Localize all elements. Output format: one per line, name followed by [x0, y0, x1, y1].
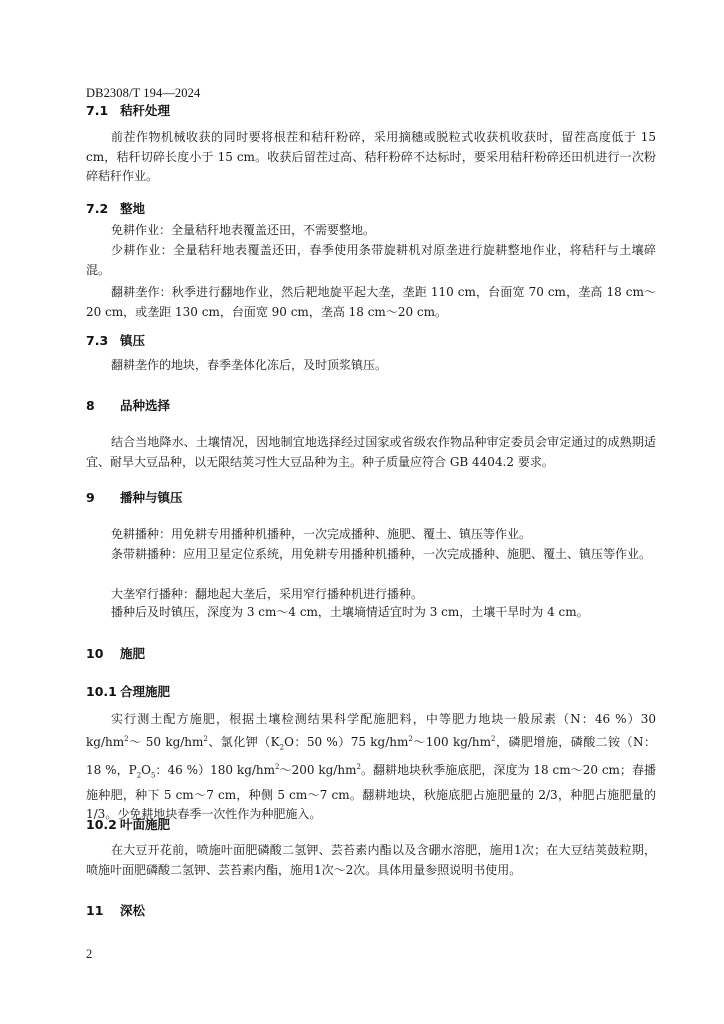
section-number: 7.2: [86, 201, 109, 216]
section-title: 合理施肥: [120, 684, 171, 699]
paragraph-7-3: 翻耕垄作的地块，春季垄体化冻后，及时顶浆镇压。: [111, 358, 388, 372]
section-number: 11: [86, 903, 104, 918]
text-run: ：46 %）180 kg/hm: [155, 762, 276, 777]
section-title: 品种选择: [120, 398, 171, 413]
superscript: 2: [275, 762, 280, 771]
paragraph-9-compaction: 播种后及时镇压，深度为 3 cm～4 cm，土壤墒情适宜时为 3 cm，土壤干旱时为 4 cm。: [111, 605, 589, 619]
document-id: DB2308/T 194—2024: [86, 86, 201, 100]
section-number: 10: [86, 646, 104, 661]
section-heading-10-1: [86, 682, 656, 700]
section-heading-11: [86, 901, 656, 919]
section-heading-7-2: [86, 199, 656, 217]
section-title: 整地: [120, 201, 146, 216]
text-run: ～100 kg/hm: [412, 734, 492, 749]
section-title: 叶面施肥: [120, 817, 171, 832]
section-number: 10.1: [86, 684, 117, 699]
paragraph-9-wide-ridge: 大垄窄行播种：翻地起大垄后，采用窄行播种机进行播种。: [111, 587, 424, 601]
text-run: O: [141, 762, 151, 777]
paragraph-7-2-ridge: 翻耕垄作：秋季进行翻地作业，然后耙地旋平起大垄，垄距 110 cm，台面宽 70 cm，垄高 18 cm～20 cm，或垄距 130 cm，台面宽 90 cm，垄高 18 cm～20 cm。: [86, 285, 656, 319]
section-number: 8: [86, 398, 95, 413]
section-number: 9: [86, 490, 95, 505]
text-run: O：50 %）75 kg/hm: [284, 734, 409, 749]
section-heading-7-1: [86, 101, 656, 119]
text-run: ～200 kg/hm: [279, 762, 357, 777]
section-title: 深松: [120, 903, 146, 918]
subscript: 2: [279, 742, 285, 751]
text-run: 实行测土配方施肥，根据土壤检测结果科学配施肥料，中等肥力地块一般尿素（N：46 %）30 kg/hm: [86, 712, 656, 749]
text-run: ，磷肥增施，磷酸二铵（N：18 %，P: [86, 734, 656, 777]
text-run: ～ 50 kg/hm: [128, 734, 204, 749]
paragraph-9-strip-till: 条带耕播种：应用卫星定位系统，用免耕专用播种机播种，一次完成播种、施肥、覆土、镇压等作业。: [111, 547, 652, 561]
superscript: 2: [356, 762, 361, 771]
section-heading-8: [86, 396, 656, 414]
paragraph-7-2-min-till: 少耕作业：全量秸秆地表覆盖还田，春季使用条带旋耕机对原垄进行旋耕整地作业，将秸秆与土壤碎混。: [86, 243, 656, 277]
superscript: 2: [124, 734, 129, 743]
page-number: 2: [86, 947, 93, 961]
section-title: 秸秆处理: [120, 103, 171, 118]
text-run: 、氯化钾（K: [207, 734, 280, 749]
section-title: 镇压: [120, 333, 146, 348]
section-number: 7.1: [86, 103, 109, 118]
paragraph-10-2: 在大豆开花前，喷施叶面肥磷酸二氢钾、芸苔素内酯以及含硼水溶肥，施用1次；在大豆结荚鼓粒期，喷施叶面肥磷酸二氢钾、芸苔素内酯，施用1次～2次。具体用量参照说明书使用。: [86, 843, 656, 877]
text-run: 。翻耕地块秋季施底肥，深度为 18 cm～20 cm；春播施种肥，种下 5 cm～7 cm，种侧 5 cm～7 cm。翻耕地块，秋施底肥占施肥量的 2/3，种肥占施肥量的 1/3。少免耕地块春季一次性作为种肥施入。: [86, 762, 657, 822]
paragraph-7-2-no-till: 免耕作业：全量秸秆地表覆盖还田，不需要整地。: [111, 223, 376, 237]
section-heading-10-2: [86, 815, 656, 833]
subscript: 5: [151, 770, 156, 779]
section-title: 播种与镇压: [120, 490, 183, 505]
section-number: 10.2: [86, 817, 117, 832]
paragraph-7-1: 前茬作物机械收获的同时要将根茬和秸秆粉碎，采用摘穗或脱粒式收获机收获时，留茬高度低于 15 cm，秸秆切碎长度小于 15 cm。收获后留茬过高、秸秆粉碎不达标时，要采用秸秆粉碎还田机进行一次粉碎秸秆作业。: [86, 130, 656, 184]
paragraph-10-1: [86, 710, 656, 825]
subscript: 2: [136, 770, 142, 779]
superscript: 2: [408, 734, 413, 743]
section-heading-9: [86, 488, 656, 506]
section-heading-7-3: [86, 331, 656, 349]
paragraph-9-no-till: 免耕播种：用免耕专用播种机播种，一次完成播种、施肥、覆土、镇压等作业。: [111, 527, 532, 541]
superscript: 2: [203, 734, 208, 743]
section-number: 7.3: [86, 333, 109, 348]
section-heading-10: [86, 644, 656, 662]
superscript: 2: [491, 734, 496, 743]
paragraph-8: 结合当地降水、土壤情况，因地制宜地选择经过国家或省级农作物品种审定委员会审定通过的成熟期适宜、耐旱大豆品种，以无限结荚习性大豆品种为主。种子质量应符合 GB 4404.2 要求。: [86, 435, 656, 469]
section-title: 施肥: [120, 646, 146, 661]
